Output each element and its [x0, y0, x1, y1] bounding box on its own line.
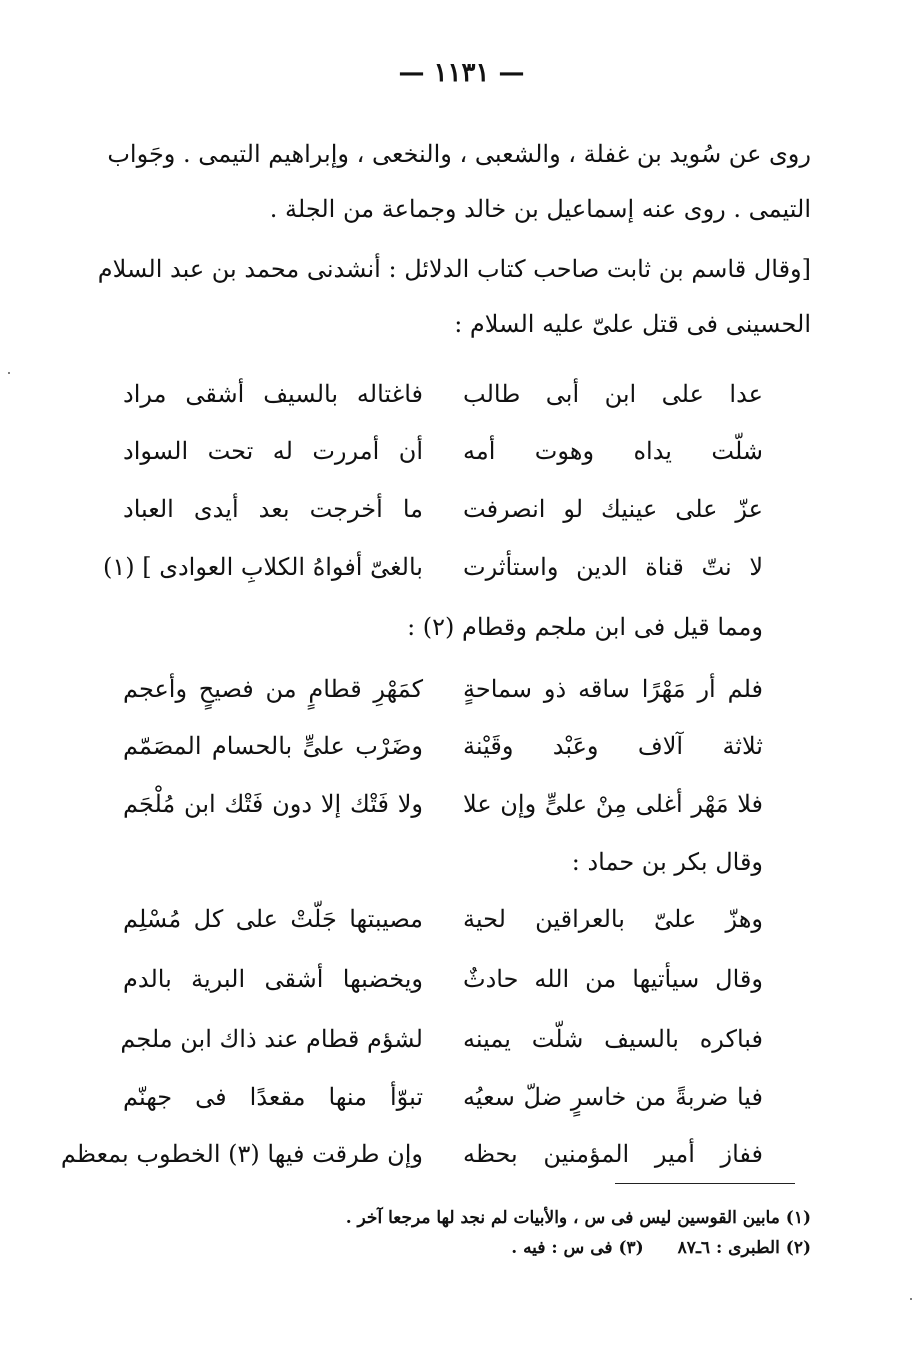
verse-second-hemistich: تبوّأ منها مقعدًا فى جهنّم	[123, 1083, 423, 1111]
verse	[123, 437, 763, 477]
verse-first-hemistich: لا نتّ قناة الدين واستأثرت	[463, 553, 763, 581]
paragraph-line-3: [وقال قاسم بن ثابت صاحب كتاب الدلائل : أنشدنى محمد بن عبد السلام	[97, 255, 811, 283]
verse	[123, 905, 763, 945]
verse-second-hemistich: مصيبتها جَلّتْ على كل مُسْلِم	[123, 905, 423, 933]
paragraph-line-1: روى عن سُويد بن غفلة ، والشعبى ، والنخعى ، وإبراهيم التيمى . وجَواب	[107, 140, 811, 168]
verse	[120, 1025, 763, 1065]
verse-first-hemistich: شلّت يداه وهوت أمه	[463, 437, 763, 465]
scan-speck	[910, 1298, 912, 1300]
footnote: (٣) فى س : فيه .	[511, 1238, 644, 1258]
verse-first-hemistich: فيا ضربةً من خاسرٍ ضلّ سعيُه	[463, 1083, 763, 1111]
verse-second-hemistich: فاغتاله بالسيف أشقى مراد	[123, 380, 423, 408]
verse	[123, 380, 763, 420]
poem-intro: ومما قيل فى ابن ملجم وقطام (٢) :	[407, 613, 763, 641]
footnote-separator	[615, 1183, 795, 1184]
scan-speck	[8, 372, 10, 374]
verse-first-hemistich: ففاز أمير المؤمنين بحظه	[463, 1140, 763, 1168]
verse-first-hemistich: عزّ على عينيك لو انصرفت	[463, 495, 763, 523]
verse-second-hemistich: ويخضبها أشقى البرية بالدم	[123, 965, 423, 993]
verse	[102, 553, 763, 593]
verse	[123, 732, 763, 772]
verse	[123, 790, 763, 830]
verse	[123, 495, 763, 535]
verse-second-hemistich: بالغىّ أفواهُ الكلابِ العوادى ] (١)	[102, 553, 423, 581]
verse	[123, 965, 763, 1005]
verse-second-hemistich: وضَرْب علىٍّ بالحسام المصَمّم	[123, 732, 423, 760]
verse-second-hemistich: أن أمررت له تحت السواد	[123, 437, 423, 465]
poem-intro: وقال بكر بن حماد :	[571, 848, 763, 876]
verse-second-hemistich: ولا فَتْك إلا دون فَتْك ابن مُلْجَم	[123, 790, 423, 818]
paragraph-line-2: التيمى . روى عنه إسماعيل بن خالد وجماعة من الجلة .	[269, 195, 811, 223]
verse-first-hemistich: فلا مَهْر أغلى مِنْ علىٍّ وإن علا	[463, 790, 763, 818]
verse	[123, 675, 763, 715]
page-number: — ١١٣١ —	[398, 58, 525, 88]
verse-second-hemistich: لشؤم قطام عند ذاك ابن ملجم	[120, 1025, 423, 1053]
verse-second-hemistich: ما أخرجت بعد أيدى العباد	[123, 495, 423, 523]
footnote-line	[511, 1238, 811, 1258]
verse-first-hemistich: فلم أر مَهْرًا ساقه ذو سماحةٍ	[463, 675, 763, 703]
verse-first-hemistich: فباكره بالسيف شلّت يمينه	[463, 1025, 763, 1053]
footnote: (١) مابين القوسين ليس فى س ، والأبيات لم نجد لها مرجعا آخر .	[345, 1208, 811, 1228]
verse-first-hemistich: ثلاثة آلاف وعَبْد وقَيْنة	[463, 732, 763, 760]
verse-first-hemistich: وهزّ علىّ بالعراقين لحية	[463, 905, 763, 933]
verse-second-hemistich: كمَهْرِ قطامٍ من فصيحٍ وأعجم	[123, 675, 423, 703]
paragraph-line-4: الحسينى فى قتل علىّ عليه السلام :	[454, 310, 811, 338]
verse-first-hemistich: وقال سيأتيها من الله حادثٌ	[463, 965, 763, 993]
verse-second-hemistich: وإن طرقت فيها (٣) الخطوب بمعظم	[60, 1140, 423, 1168]
verse-first-hemistich: عدا على ابن أبى طالب	[463, 380, 763, 408]
footnote: (٢) الطبرى : ٦ـ٨٧	[677, 1238, 811, 1258]
verse	[60, 1140, 763, 1180]
verse	[123, 1083, 763, 1123]
